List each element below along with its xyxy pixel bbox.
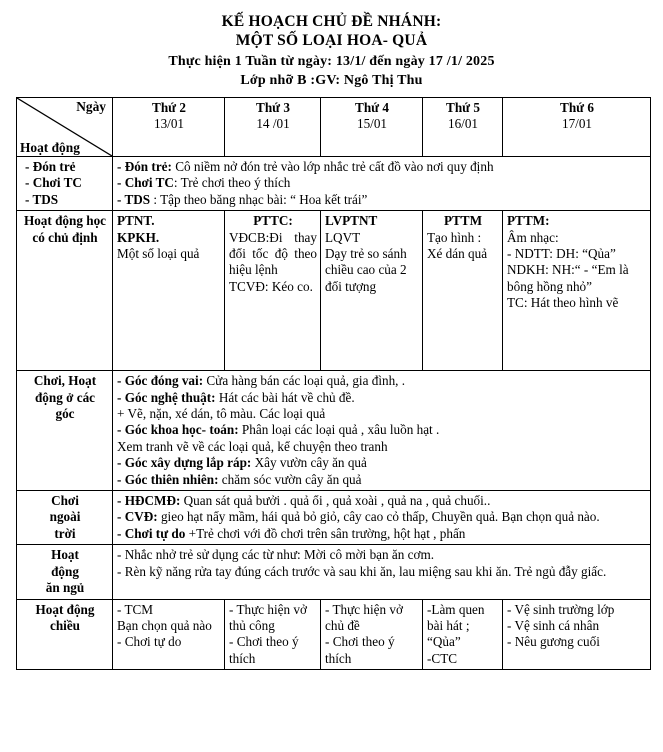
cell-chieu-tue [225,599,321,670]
content-line [117,439,647,455]
content-rest: Xây vườn cây ăn quả [251,455,367,471]
day-header-thu [423,98,503,157]
row-label-ngoai-troi [17,491,113,545]
row-label-an-ngu [17,545,113,599]
content-rest: Hát các bài hát về chủ đề. [215,389,355,405]
label-line: trời [54,525,76,541]
content-line [117,422,647,438]
cell-hoc-thu [423,211,503,371]
subject-detail: Tạo hình : [427,229,482,245]
label-line: - Đón trẻ [25,159,76,174]
label-line: Chơi [51,493,79,509]
subject-code: PTTM: [507,213,550,229]
cell-hoc-wed [321,211,423,371]
row-label-don-tre [17,157,113,211]
row-choi-goc [17,371,651,491]
content-rest: chăm sóc vườn cây ăn quả [218,471,362,487]
content-line [117,493,647,509]
subject-detail: LQVT [325,229,361,245]
day-name: Thứ 3 [256,100,290,115]
content-bold: - Đón trẻ: [117,159,172,174]
subtitle-duration: Thực hiện 1 Tuần từ ngày: 13/1/ đến ngày 17 /1/ 2025 [168,54,495,69]
subject-code: PTNT. [117,213,155,229]
row-hoat-dong-chieu [17,599,651,670]
label-line: góc [55,406,75,422]
label-line: Chơi, Hoạt [33,373,97,389]
content-line [117,390,647,406]
day-header-mon [113,98,225,157]
afternoon-line: - Thực hiện vở chủ đề [325,601,403,633]
subject-detail: VĐCB:Đi thay đổi tốc độ theo hiệu lệnh [229,229,317,278]
subject-detail: TCVĐ: Kéo co. [229,278,313,294]
afternoon-line: - Chơi theo ý thích [229,634,299,666]
content-rest: Quan sát quả bưởi . quả ổi , quả xoài , quả na , quả chuối.. [180,493,491,509]
content-bold: - Chơi TC [117,175,174,191]
content-line [117,455,647,471]
subject-detail: Âm nhạc: [507,229,559,245]
day-name: Thứ 2 [152,100,186,115]
label-line: ăn ngủ [45,580,85,596]
content-bold: - Góc xây dựng lắp ráp: [117,455,252,471]
content-bold: - TDS [117,191,151,207]
label-line: động ở các [34,389,96,405]
cell-choi-goc-content [113,371,651,491]
cell-an-ngu-content [113,545,651,599]
afternoon-line: - Thực hiện vở thủ công [229,601,307,633]
content-rest: Cửa hàng bán các loại quả, gia đình, . [203,373,406,389]
corner-label-activity: Hoạt động [20,140,80,155]
subject-code: KPKH. [117,229,160,245]
content-line [117,175,647,191]
subject-detail: NDKH: NH:“ - “Em là bông hồng nhỏ” [507,262,629,294]
day-name: Thứ 4 [355,100,389,115]
subtitle-class-teacher: Lớp nhỡ B :GV: Ngô Thị Thu [240,73,423,88]
content-line [117,159,647,175]
row-label-hoc-co-chu-dinh: Hoạt động học có chủ định [17,211,113,371]
afternoon-line: - Vệ sinh trường lớp [507,601,615,617]
weekly-plan-table [16,97,651,670]
day-date: 17/01 [561,116,593,132]
subject-detail: Một số loại quả [117,246,200,262]
content-rest: Phân loại các loại quả , xâu luồn hạt . [238,422,440,438]
day-date: 16/01 [447,116,479,132]
table-header-row [17,98,651,157]
content-rest: +Trẻ chơi với đồ chơi trên sân trường, hột hạt , phấn [185,525,466,541]
content-bold: - Góc đóng vai: [117,373,204,389]
day-date: 14 /01 [256,116,290,132]
day-name: Thứ 5 [446,100,480,115]
content-bold: - CVĐ: [117,509,158,525]
row-an-ngu [17,545,651,599]
content-bold: - Góc khoa học- toán: [117,422,239,438]
content-line [117,472,647,488]
row-don-tre [17,157,651,211]
row-ngoai-troi [17,491,651,545]
subject-detail: TC: Hát theo hình vẽ [507,295,619,311]
content-rest: Cô niềm nở đón trẻ vào lớp nhắc trẻ cất đồ vào nơi quy định [171,159,494,174]
day-header-fri [503,98,651,157]
day-date: 15/01 [356,116,388,132]
afternoon-line: - TCM [117,601,154,617]
cell-ngoai-troi-content [113,491,651,545]
afternoon-line: -CTC [427,650,458,666]
day-date: 13/01 [153,116,185,132]
content-rest: - Nhắc nhở trẻ sử dụng các từ như: Mời cô mời bạn ăn cơm. [117,547,435,563]
content-line [117,406,647,422]
content-bold: - Chơi tự do [117,525,186,541]
label-line: Hoạt [51,547,79,563]
cell-chieu-wed [321,599,423,670]
day-header-wed [321,98,423,157]
day-header-tue [225,98,321,157]
cell-hoc-mon [113,211,225,371]
afternoon-line: - Vệ sinh cá nhân [507,617,600,633]
subject-detail: - NDTT: DH: “Qủa” [507,246,616,262]
subject-detail: Dạy trẻ so sánh chiều cao của 2 đối tượng [325,246,407,294]
cell-hoc-fri [503,211,651,371]
title-line-2: MỘT SỐ LOẠI HOA- QUẢ [235,32,428,49]
label-line: ngoài [49,509,81,525]
afternoon-line: - Nêu gương cuối [507,634,600,650]
content-bold: - HĐCMĐ: [117,493,181,509]
corner-label-day: Ngày [76,99,106,114]
cell-don-tre-content [113,157,651,211]
subject-code: PTTM [443,213,483,229]
content-rest: : Tập theo băng nhạc bài: “ Hoa kết trái” [150,191,368,207]
row-label-hoat-dong-chieu: Hoạt động chiều [17,599,113,670]
content-rest: Xem tranh vẽ về các loại quả, kể chuyện theo tranh [117,438,388,454]
content-rest: : Trẻ chơi theo ý thích [173,175,291,191]
subject-code: LVPTNT [325,213,378,229]
cell-hoc-tue [225,211,321,371]
label-line: - Chơi TC [25,175,82,191]
content-rest: + Vẽ, nặn, xé dán, tô màu. Các loại quả [117,406,326,422]
content-rest: - Rèn kỹ năng rửa tay đúng cách trước và sau khi ăn, lau miệng sau khi ăn. Trẻ ngủ đẫy giấc. [117,563,607,579]
label-line: - TDS [25,191,59,207]
document-header [0,0,663,90]
corner-diagonal-cell [17,98,113,157]
afternoon-line: - Chơi theo ý thích [325,634,395,666]
content-bold: - Góc nghệ thuật: [117,389,216,405]
subject-detail: Xé dán quả [427,246,488,262]
afternoon-line: - Chơi tự do [117,634,182,650]
cell-chieu-fri [503,599,651,670]
content-line [117,564,647,580]
title-line-1: KẾ HOẠCH CHỦ ĐỀ NHÁNH: [221,13,442,30]
row-hoc-co-chu-dinh [17,211,651,371]
subject-code: PTTC: [253,213,293,229]
day-name: Thứ 6 [560,100,594,115]
content-rest: gieo hạt nẩy mầm, hái quả bỏ giỏ, cây cao cỏ thấp, Chuyền quả. Bạn chọn quả nào. [157,509,600,525]
afternoon-line: Bạn chọn quả nào [117,617,212,633]
content-line [117,192,647,208]
content-line [117,373,647,389]
label-line: động [51,563,79,579]
afternoon-line: -Làm quen bài hát ; [427,601,485,633]
content-line [117,547,647,563]
content-line [117,509,647,525]
content-bold: - Góc thiên nhiên: [117,471,219,487]
afternoon-line: “Qủa” [427,634,461,650]
row-label-choi-goc [17,371,113,491]
content-line [117,526,647,542]
cell-chieu-mon [113,599,225,670]
cell-chieu-thu [423,599,503,670]
